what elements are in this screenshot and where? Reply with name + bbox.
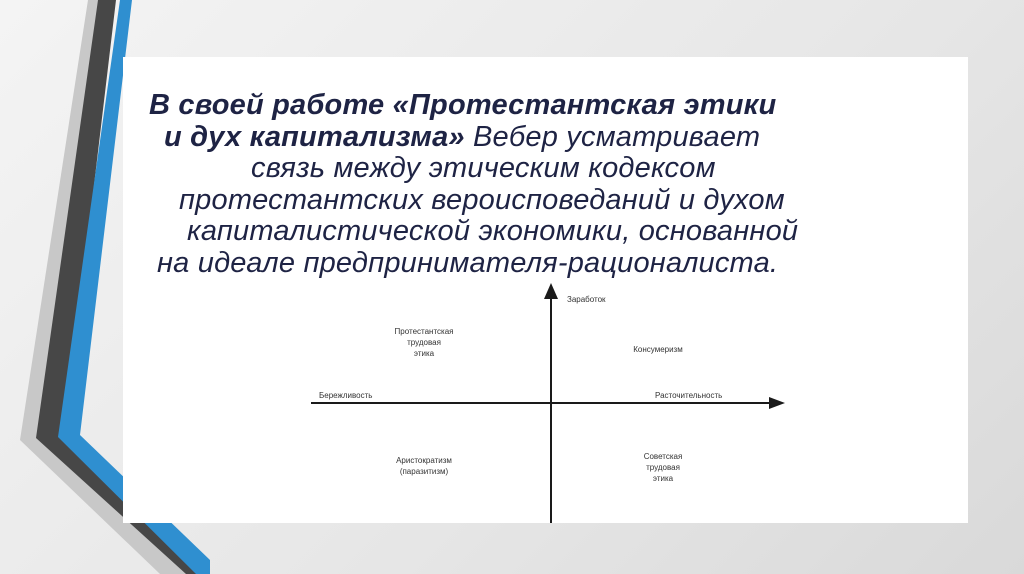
text-line-3: связь между этическим кодексом (251, 152, 716, 184)
text-line-5: капиталистической экономики, основанной (187, 215, 799, 247)
text-line-6: на идеале предпринимателя-рационалиста. (157, 246, 779, 279)
quadrant-label-bottom-right: Советская трудовая этика (643, 452, 683, 483)
text-line-1: В своей работе «Протестантская этики (149, 89, 777, 121)
text-line-2-rest: Вебер усматривает (464, 120, 761, 153)
horizontal-axis-arrow (769, 397, 785, 409)
axis-label-left: Бережливость (319, 391, 373, 400)
text-line-4: протестантских вероисповеданий и духом (179, 183, 785, 216)
vertical-axis-arrow (544, 283, 558, 299)
axis-label-top: Заработок (567, 295, 606, 304)
axis-label-right: Расточительность (655, 391, 723, 400)
quadrant-label-top-right: Консумеризм (633, 345, 683, 354)
slide-image (123, 57, 968, 523)
text-line-2-bold: и дух капитализма» (164, 120, 465, 153)
quadrant-diagram (123, 57, 968, 523)
quadrant-label-top-left: Протестантская трудовая этика (394, 327, 454, 358)
quadrant-label-bottom-left: Аристократизм (паразитизм) (396, 456, 452, 476)
